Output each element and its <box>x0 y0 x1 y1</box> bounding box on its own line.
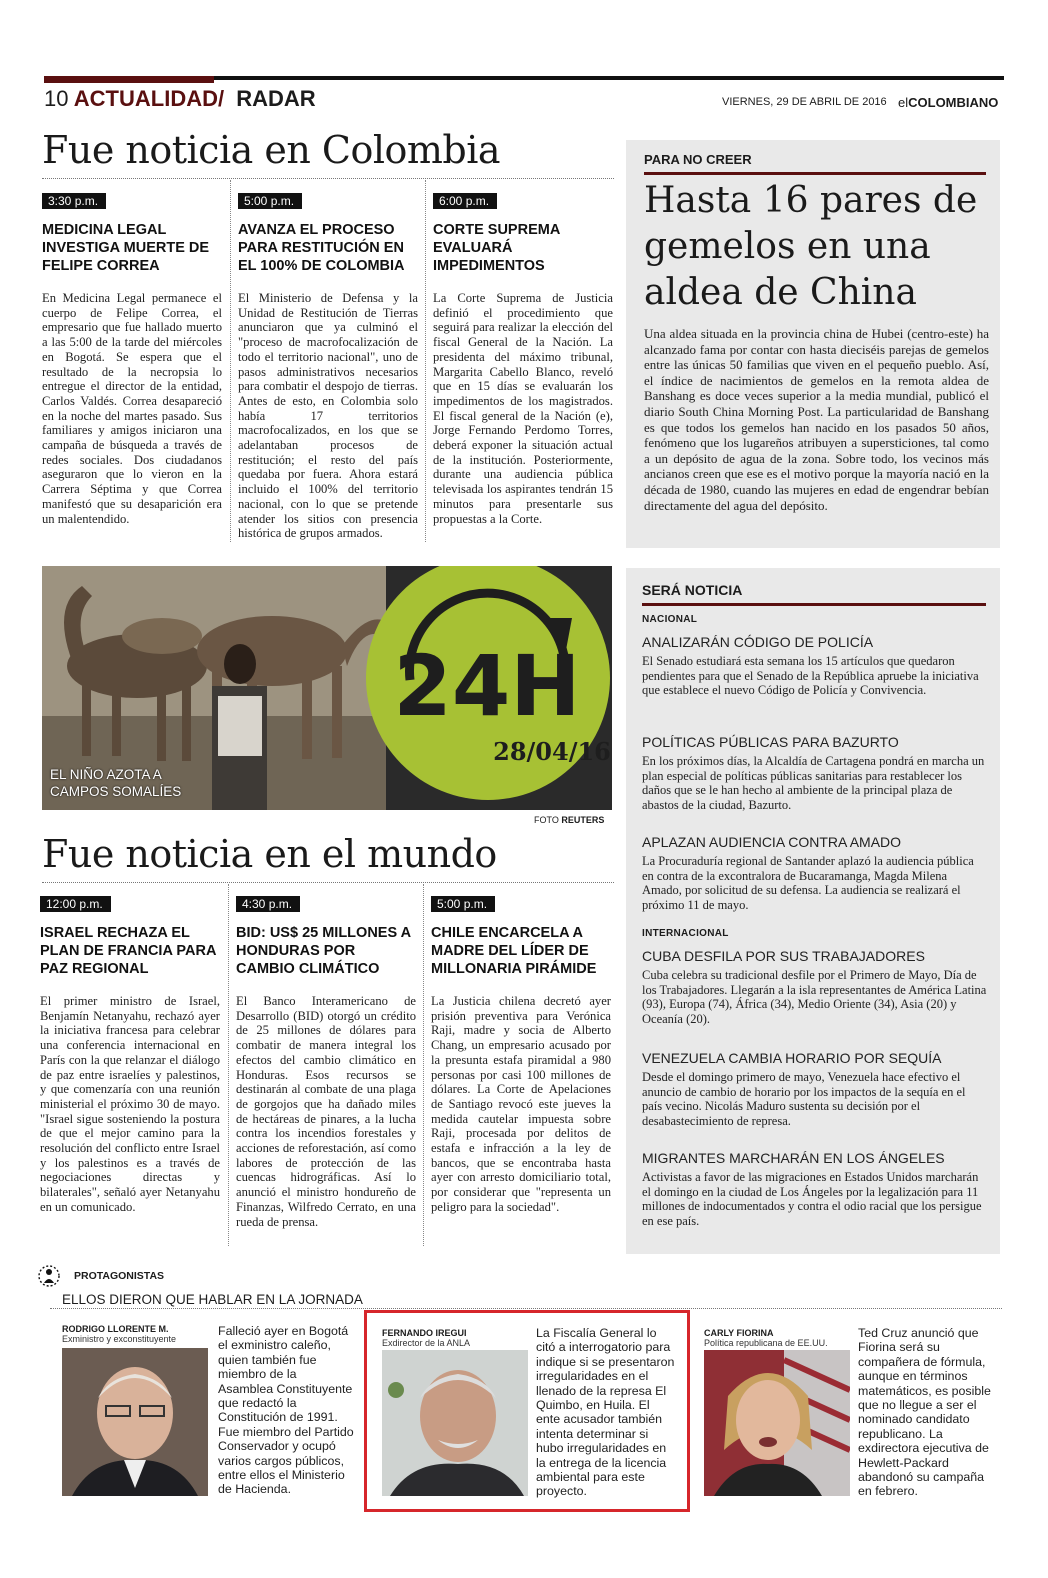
person-photo <box>62 1348 208 1496</box>
panel-body: Una aldea situada en la provincia china de Hubei (centro-este) ha alcanzado fama por contar con hasta dieciséis parejas de gemelos entre las únicas 50 familias que viven en el pequeño pueblo. Así, el índice de nacimientos de gemelos en la remota aldea de Banshang es doce veces superior a la media mundial, publicó el diario South China Morning Post. La particularidad de Banshang es que todos los gemelos han nacido en los pasados 50 años, fenómeno que los lugareños atribuyen a supersticiones, tal como a un depósito de agua de la zona. Sobre todo, los vecinos más ancianos creen que ese es el motivo porque la mayoría nació en la década de 1980, cuando las mujeres en edad de engendrar bebían directamente del agua del depósito. <box>644 326 989 513</box>
time-label: 12:00 p.m. <box>40 896 111 912</box>
mundo-item-3 <box>431 893 611 1215</box>
mundo-item-2 <box>236 893 416 1229</box>
item-body: Desde el domingo primero de mayo, Venezuela hace efectivo el anuncio de cambio de horario por los impactos de la sequía en el país vecino. Nicolás Maduro sustenta su decisión por el desabastecimiento de represa. <box>642 1070 966 1128</box>
sera-noticia-panel <box>626 568 1000 1254</box>
sera-item-nacional-2 <box>642 734 988 812</box>
item-headline: APLAZAN AUDIENCIA CONTRA AMADO <box>642 834 902 850</box>
header-accent-rule <box>44 76 214 83</box>
person-role: Exdirector de la ANLA <box>382 1338 471 1348</box>
time-label: 6:00 p.m. <box>433 193 497 209</box>
section-header <box>44 86 316 112</box>
item-headline: CORTE SUPREMA EVALUARÁ IMPEDIMENTOS <box>433 222 560 274</box>
panel-tag: PARA NO CREER <box>644 152 752 167</box>
time-label: 3:30 p.m. <box>42 193 106 209</box>
svg-text:24H: 24H <box>393 637 581 735</box>
item-body: La Corte Suprema de Justicia definió el procedimiento que seguirá para realizar la elección del fiscal General de la Nación. La presidenta del máximo tribunal, Margarita Cabello Blanco, reveló que en 15 días se evaluarán los impedimentos de los magistrados. El fiscal general de la Nación (e), Jorge Fernando Perdomo Torres, deberá exponer la situación actual de la institución. Posteriormente, durante una audiencia pública televisada los aspirantes tendrán 15 minutos para presentarle sus propuestas a la Corte. <box>433 291 613 526</box>
sera-item-internacional-1 <box>642 948 988 1026</box>
colombia-item-2 <box>238 190 418 541</box>
item-body: El Senado estudiará esta semana los 15 artículos que quedaron pendientes para que el Senado de la República apruebe la iniciativa que establece el nuevo Código de Policía y Convivencia. <box>642 654 979 698</box>
protagonistas-subtitle: ELLOS DIERON QUE HABLAR EN LA JORNADA <box>62 1292 363 1307</box>
column-divider <box>425 180 426 542</box>
item-headline: POLÍTICAS PÚBLICAS PARA BAZURTO <box>642 734 899 750</box>
issue-date: VIERNES, 29 DE ABRIL DE 2016 <box>722 96 887 108</box>
item-headline: MIGRANTES MARCHARÁN EN LOS ÁNGELES <box>642 1150 945 1166</box>
person-name: CARLY FIORINA <box>704 1328 774 1338</box>
sera-item-nacional-3 <box>642 834 988 912</box>
item-body: El Banco Interamericano de Desarrollo (BID) otorgó un crédito de 25 millones de dólares para combatir de manera integral los efectos del cambio climático en Honduras. Esos recursos se destinarán al combate de una plaga de gorgojos que ha dañado miles de hectáreas de pinares, a la lucha contra los incendios forestales y acciones de reforestación, así como labores de protección de las cuencas hidrográficas. Así lo anunció el ministro hondureño de Finanzas, Wilfredo Cerrato, en una rueda de prensa. <box>236 994 416 1229</box>
subsection-name: RADAR <box>236 86 316 111</box>
sera-item-internacional-2 <box>642 1050 988 1128</box>
protagonistas-tag: PROTAGONISTAS <box>74 1270 165 1282</box>
item-headline: VENEZUELA CAMBIA HORARIO POR SEQUÍA <box>642 1050 942 1066</box>
item-headline: AVANZA EL PROCESO PARA RESTITUCIÓN EN EL 100% DE COLOMBIA <box>238 222 405 274</box>
protagonistas-rule <box>50 1308 1002 1309</box>
24h-badge <box>360 566 612 810</box>
panel-rule <box>644 172 986 175</box>
person-photo <box>382 1350 528 1496</box>
person-name: RODRIGO LLORENTE M. <box>62 1324 169 1334</box>
colombia-title-rule <box>42 178 614 179</box>
protagonist-1-heading <box>62 1324 212 1344</box>
mundo-item-1 <box>40 893 220 1215</box>
person-photo <box>704 1350 850 1496</box>
colombia-item-3 <box>433 190 613 526</box>
item-headline: CHILE ENCARCELA A MADRE DEL LÍDER DE MILLONARIA PIRÁMIDE <box>431 925 597 977</box>
mundo-section-title: Fue noticia en el mundo <box>42 832 497 876</box>
item-headline: ISRAEL RECHAZA EL PLAN DE FRANCIA PARA PAZ REGIONAL <box>40 925 216 977</box>
colombia-section-title: Fue noticia en Colombia <box>42 128 501 172</box>
time-label: 4:30 p.m. <box>236 896 300 912</box>
newspaper-logo: elCOLOMBIANO <box>898 95 999 110</box>
column-divider <box>230 180 231 542</box>
column-divider <box>228 884 229 1246</box>
internacional-label: INTERNACIONAL <box>642 928 729 939</box>
item-headline: ANALIZARÁN CÓDIGO DE POLICÍA <box>642 634 874 650</box>
item-body: El primer ministro de Israel, Benjamín Netanyahu, rechazó ayer la iniciativa francesa para celebrar una conferencia internacional en París con la que relanzar el diálogo de paz entre israelíes y palestinos, y que comenzaría con una reunión ministerial el próximo 30 de mayo. "Israel sigue sosteniendo la postura de que el mejor camino para la resolución del conflicto entre Israel y los palestinos es a través de negociaciones directas y bilaterales", señaló ayer Netanyahu en un comunicado. <box>40 994 220 1214</box>
item-headline: BID: US$ 25 MILLONES A HONDURAS POR CAMBIO CLIMÁTICO <box>236 925 411 977</box>
time-label: 5:00 p.m. <box>431 896 495 912</box>
mundo-title-rule <box>42 882 614 883</box>
item-body: La Justicia chilena decretó ayer prisión preventiva para Verónica Raji, madre y socia de Alberto Chang, un empresario acusado por la presunta estafa piramidal a 980 personas por casi 100 millones de dólares. La Corte de Apelaciones de Santiago revocó este jueves la medida cautelar impuesta sobre Raji, procesada por delitos de estafa e infracción a la ley de bancos, que se encontraba hasta ayer con arresto domiciliario total, por considerar que "representa un peligro para la sociedad". <box>431 994 611 1214</box>
item-headline: MEDICINA LEGAL INVESTIGA MUERTE DE FELIPE CORREA <box>42 222 210 274</box>
photo-credit: FOTO REUTERS <box>534 815 605 825</box>
item-body: Cuba celebra su tradicional desfile por el Primero de Mayo, Día de los Trabajadores. Llegarán a la isla representantes de América Latina (93), Europa (74), África (34), Medio Oriente (34), Asia (20) y Oceanía (20). <box>642 968 987 1026</box>
person-name: FERNANDO IREGUI <box>382 1328 467 1338</box>
person-text: Ted Cruz anunció que Fiorina será su compañera de fórmula, aunque en términos matemáticos, es posible que no llegue a ser el nominado candidato republicano. La exdirectora ejecutiva de Hewlett-Packard abandonó su campaña en febrero. <box>858 1326 991 1499</box>
colombia-item-1 <box>42 190 222 526</box>
item-body: En los próximos días, la Alcaldía de Cartagena pondrá en marcha un plan especial de políticas públicas sanitarias para restablecer los daños que se le han hecho al ambiente de la principal plaza de abastos de la ciudad, Bazurto. <box>642 754 985 812</box>
person-role: Política republicana de EE.UU. <box>704 1338 828 1348</box>
item-body: La Procuraduría regional de Santander aplazó la audiencia pública en contra de la excontralora de Bucaramanga, Magda Milena Amado, por solicitud de su defensa. La audiencia se realizará el próximo 11 de mayo. <box>642 854 974 912</box>
person-role: Exministro y exconstituyente <box>62 1334 177 1344</box>
page-number: 10 <box>44 86 69 111</box>
sera-item-internacional-3 <box>642 1150 988 1228</box>
item-body: Activistas a favor de las migraciones en Estados Unidos marcharán el domingo en la ciudad de Los Ángeles por la legalización para 11 millones de indocumentados y contra el odio racial que los persigue en ese país. <box>642 1170 982 1228</box>
time-label: 5:00 p.m. <box>238 193 302 209</box>
panel-headline: Hasta 16 pares de gemelos en una aldea de China <box>644 180 978 313</box>
item-body: El Ministerio de Defensa y la Unidad de Restitución de Tierras anunciaron que ya culminó el "proceso de macrofocalización de todo el territorio nacional", uno de pasos administrativos necesarios para combatir el despojo de tierras. Antes de esto, en Colombia solo había 17 territorios macrofocalizados, en los que se adelantaban procesos de restitución; el resto del país quedaba por fuera. Ahora estará incluido el 100% del territorio nacional, con lo que se pretende atender los sitios con presencia histórica de grupos armados. <box>238 291 418 541</box>
person-text: La Fiscalía General lo citó a interrogatorio para indique si se presentaron irregularidades en el llenado de la represa El Quimbo, en Huila. El ente acusador también intenta determinar si hubo irregularidades en la entrega de la licencia ambiental para este proyecto. <box>536 1326 675 1499</box>
item-body: En Medicina Legal permanece el cuerpo de Felipe Correa, el empresario que fue hallado muerto a las 5:00 de la tarde del miércoles en Bogotá. Se espera que el resultado de la necropsia lo entregue el director de la entidad, Carlos Valdés. Correa desapareció en la noche del martes pasado. Sus familiares y amigos iniciaron una campaña de búsqueda a través de redes sociales. Dos ciudadanos aseguraron que lo vieron en la Carrera Séptima y que Correa manifestó que su desaparición era un malentendido. <box>42 291 222 526</box>
nacional-label: NACIONAL <box>642 614 698 625</box>
para-no-creer-panel <box>626 140 1000 548</box>
protagonist-3-heading <box>704 1328 854 1348</box>
column-divider <box>423 884 424 1246</box>
panel-tag: SERÁ NOTICIA <box>642 582 743 598</box>
section-name: ACTUALIDAD/ <box>73 86 225 111</box>
person-icon <box>38 1264 60 1288</box>
item-headline: CUBA DESFILA POR SUS TRABAJADORES <box>642 948 925 964</box>
person-text: Falleció ayer en Bogotá el exministro caleño, quien también fue miembro de la Asamblea Constituyente que redactó la Constitución de 1991. Fue miembro del Partido Conservador y ocupó varios cargos públicos, entre ellos el Ministerio de Hacienda. <box>218 1324 354 1497</box>
sera-item-nacional-1 <box>642 634 988 698</box>
news-photo <box>42 566 612 810</box>
svg-text:28/04/16: 28/04/16 <box>493 737 611 766</box>
protagonist-2-heading <box>382 1328 532 1348</box>
photo-caption: EL NIÑO AZOTA A CAMPOS SOMALÍES <box>50 767 182 799</box>
panel-rule <box>642 603 986 606</box>
